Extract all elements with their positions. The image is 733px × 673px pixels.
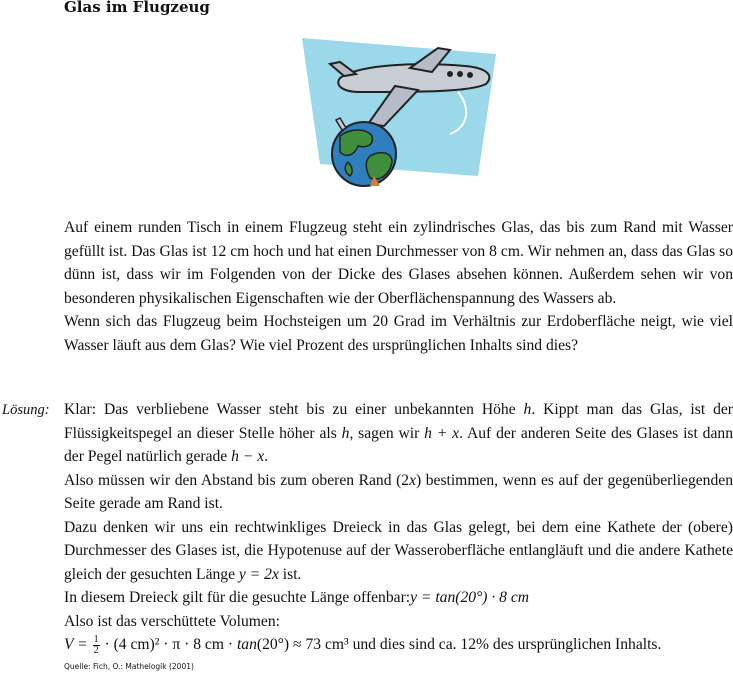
math-expression: y = tan(20°) · 8 cm	[410, 589, 530, 606]
text-run: Klar: Das verbliebene Wasser steht bis zu einer unbekannten Höhe	[64, 401, 524, 418]
math-var: h	[341, 424, 350, 442]
text-run: . Kippt man das Glas, ist der Flüssigkeitspegel an dieser Stelle höher als	[64, 401, 733, 442]
solution-paragraph-2	[64, 469, 733, 516]
fraction	[93, 635, 100, 656]
problem-paragraph-1: Auf einem runden Tisch in einem Flugzeug steht ein zylindrisches Glas, das bis zum Rand mit Wasser gefüllt ist. Das Glas ist 12 cm hoch und hat einen Durchmesser von 8 cm. Wir nehmen an, dass das Glas so dünn ist, dass wir im Folgenden von der Dicke des Glases absehen können. Außerdem sehen wir von besonderen physikalischen Eigenschaften wie der Oberflächenspannung des Wassers ab.	[64, 219, 733, 307]
solution-paragraph-3	[64, 516, 733, 587]
text-run: , sagen wir	[349, 424, 425, 442]
math-expression: y = 2x	[238, 565, 279, 583]
problem-text	[64, 216, 733, 357]
math-var: x	[409, 471, 416, 489]
math-var: h	[523, 401, 532, 418]
math-expression: V =	[64, 636, 92, 653]
solution-paragraph-5: Also ist das verschüttete Volumen:	[64, 612, 280, 630]
page-title: Glas im Flugzeug	[64, 0, 210, 16]
fraction-denominator: 2	[93, 644, 99, 656]
text-run: Also müssen wir den Abstand bis zum oberen Rand (2	[64, 471, 410, 489]
math-function: tan	[236, 636, 257, 653]
math-expression: h + x	[424, 424, 460, 442]
text-run: · (4 cm)² · π · 8 cm ·	[100, 636, 237, 653]
fraction-numerator: 1	[93, 633, 99, 645]
text-run: .	[264, 448, 269, 465]
text-run: . Auf der anderen Seite des Glases ist dann der Pegel natürlich gerade	[64, 424, 733, 465]
solution-text	[64, 398, 733, 657]
math-expression: h − x	[231, 448, 265, 465]
solution-paragraph-4	[64, 586, 733, 610]
text-run: ) bestimmen, wenn es auf der gegenüberliegenden Seite gerade am Rand ist.	[64, 471, 733, 512]
text-run: In diesem Dreieck gilt für die gesuchte Länge offenbar:	[64, 589, 411, 606]
source-citation: Quelle: Fich, O.: Mathelogik (2001)	[64, 662, 194, 671]
solution-paragraph-1	[64, 398, 733, 469]
text-run: ist.	[278, 565, 302, 583]
text-run: (20°) ≈ 73 cm³ und dies sind ca. 12% des ursprünglichen Inhalts.	[256, 636, 662, 653]
text-run: Dazu denken wir uns ein rechtwinkliges Dreieck in das Glas gelegt, bei dem eine Kathete der (obere) Durchmesser des Glases ist, die Hypotenuse auf der Wasseroberfläche entlangläuft und die andere Kathete gleich der gesuchten Länge	[64, 518, 733, 583]
problem-paragraph-2: Wenn sich das Flugzeug beim Hochsteigen um 20 Grad im Verhältnis zur Erdoberfläche neigt, wie viel Wasser läuft aus dem Glas? Wie viel Prozent des ursprünglichen Inhalts sind dies?	[64, 313, 733, 354]
solution-label: Lösung:	[2, 402, 50, 418]
airplane-globe-illustration	[300, 36, 496, 192]
solution-paragraph-6	[64, 633, 733, 657]
